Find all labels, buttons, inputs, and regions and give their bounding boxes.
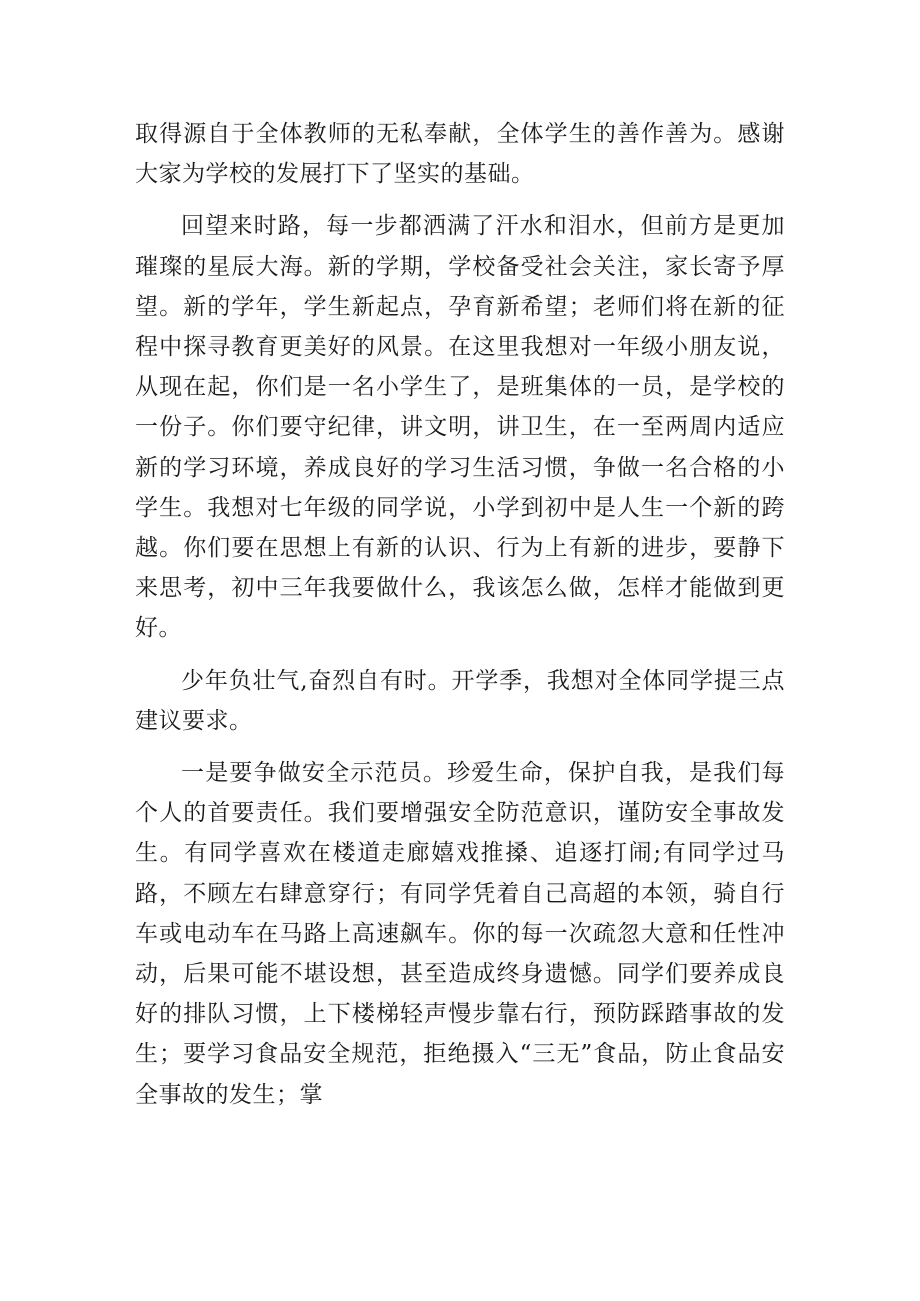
paragraph-2: 回望来时路，每一步都洒满了汗水和泪水，但前方是更加璀璨的星辰大海。新的学期，学校备受社会关注，家长寄予厚望。新的学年，学生新起点，孕育新希望；老师们将在新的征程中探寻教育更美好的风景。在这里我想对一年级小朋友说，从现在起，你们是一名小学生了，是班集体的一员，是学校的一份子。你们要守纪律，讲文明，讲卫生，在一至两周内适应新的学习环境，养成良好的学习生活习惯，争做一名合格的小学生。我想对七年级的同学说，小学到初中是人生一个新的跨越。你们要在思想上有新的认识、行为上有新的进步，要静下来思考，初中三年我要做什么，我该怎么做，怎样才能做到更好。 bbox=[135, 213, 785, 642]
paragraph-3: 少年负壮气,奋烈自有时。开学季，我想对全体同学提三点建议要求。 bbox=[135, 667, 785, 734]
paragraph-4: 一是要争做安全示范员。珍爱生命，保护自我，是我们每个人的首要责任。我们要增强安全防范意识，谨防安全事故发生。有同学喜欢在楼道走廊嬉戏推搡、追逐打闹;有同学过马路，不顾左右肆意穿行；有同学凭着自己高超的本领，骑自行车或电动车在马路上高速飙车。你的每一次疏忽大意和任性冲动，后果可能不堪设想，甚至造成终身遗憾。同学们要养成良好的排队习惯，上下楼梯轻声慢步靠右行，预防踩踏事故的发生；要学习食品安全规范，拒绝摄入“三无”食品，防止食品安全事故的发生；掌 bbox=[135, 760, 785, 1108]
paragraph-1: 取得源自于全体教师的无私奉献，全体学生的善作善为。感谢大家为学校的发展打下了坚实的基础。 bbox=[135, 121, 785, 188]
document-body bbox=[135, 114, 785, 1127]
